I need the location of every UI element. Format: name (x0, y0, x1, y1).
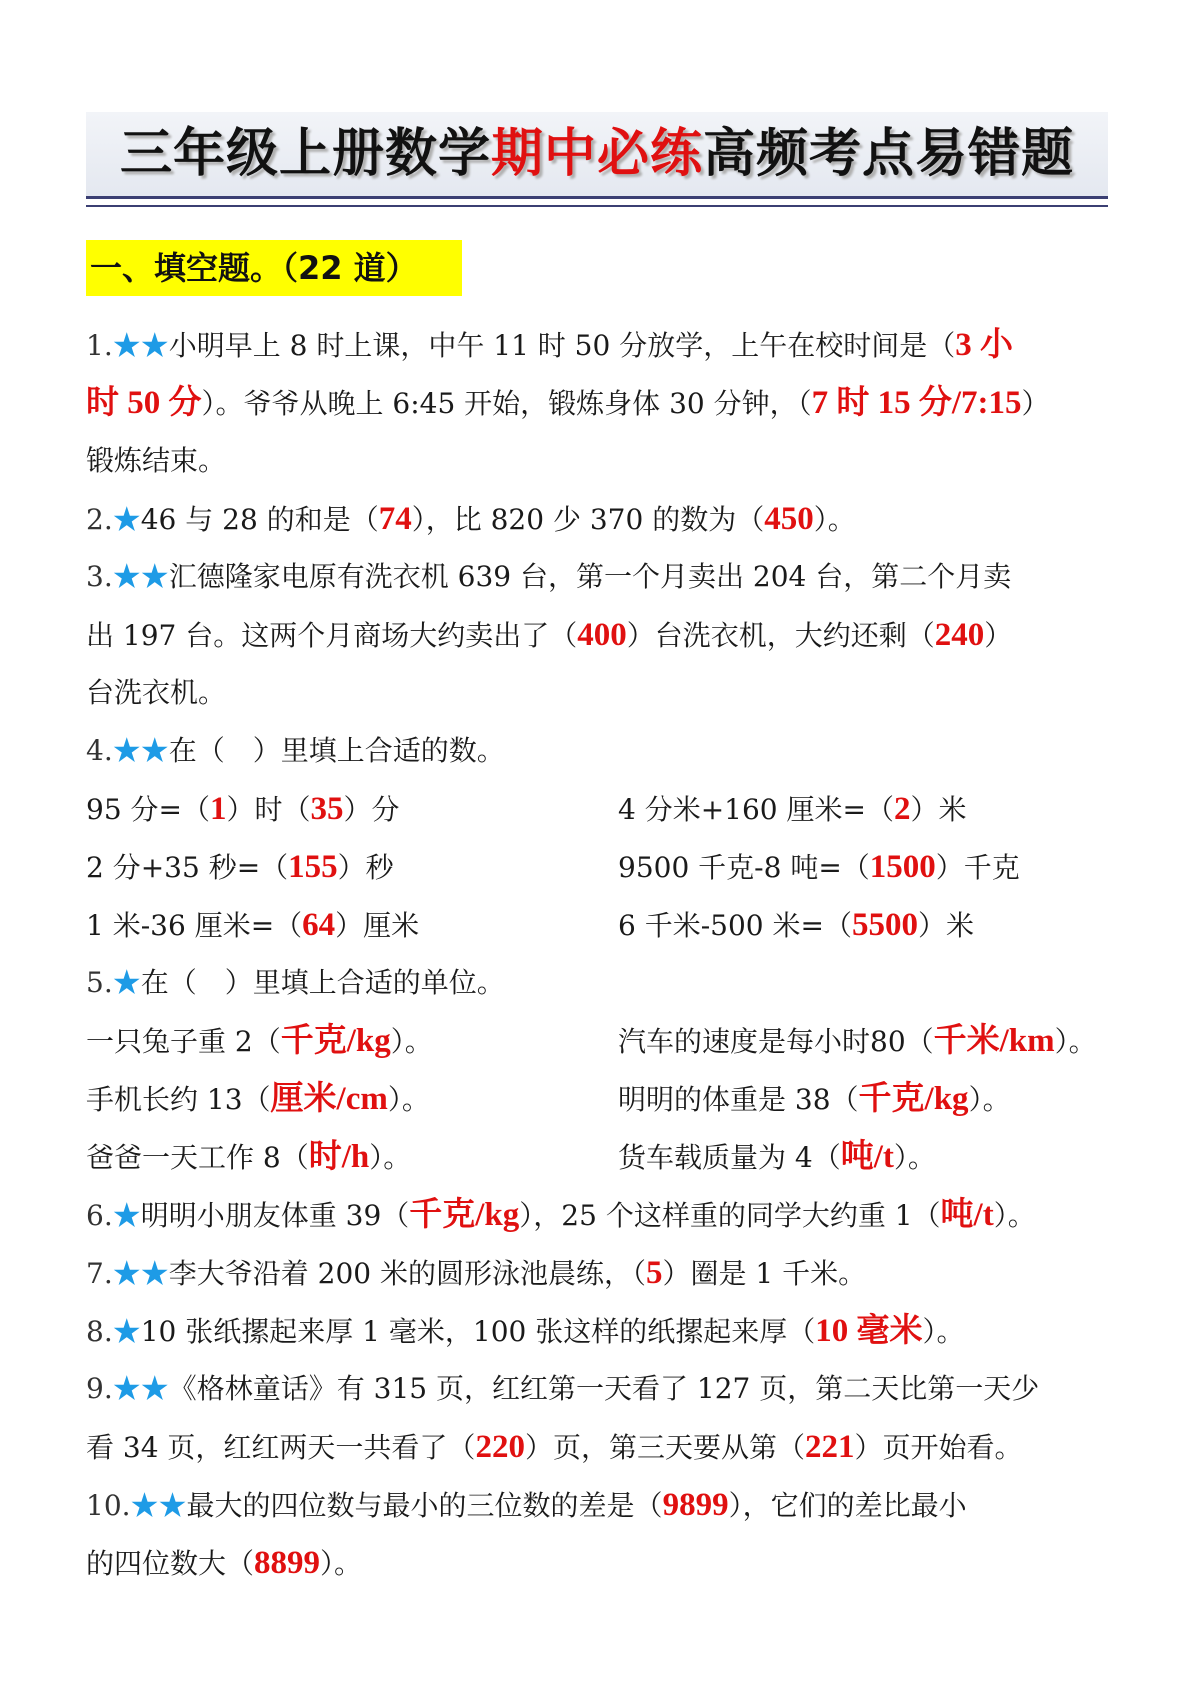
q4-row-1-left (86, 780, 618, 838)
q2-answer-2: 450 (764, 501, 814, 537)
q1-answer-1a: 3 小 (955, 327, 1013, 363)
q3-text-2: 出 197 台。这两个月商场大约卖出了（ (86, 619, 578, 652)
q7-stars: ★★ (112, 1257, 169, 1290)
q3-number: 3. (86, 560, 113, 593)
q4-r3r-answer: 5500 (851, 907, 918, 943)
q1-answer-2: 7 时 15 分/7:15 (811, 385, 1022, 421)
q5-r1r-text-1: 汽车的速度是每小时80（ (618, 1025, 934, 1058)
q5-r1l-text-2: ）。 (390, 1025, 433, 1058)
q9-answer-2: 221 (804, 1429, 855, 1465)
q5-number: 5. (86, 966, 113, 999)
q4-r2r-text-2: ）千克 (935, 851, 1020, 884)
q3-text-1: 汇德隆家电原有洗衣机 639 台，第一个月卖出 204 台，第二个月卖 (168, 560, 1012, 593)
q4-row-1 (86, 780, 1110, 838)
q5-r1l-answer: 千克/kg (280, 1023, 391, 1059)
q5-r2l-answer: 厘米/cm (270, 1081, 388, 1117)
q3-line-3 (86, 664, 1110, 722)
q8-answer: 10 毫米 (815, 1313, 923, 1349)
q8-text-2: ）。 (922, 1315, 965, 1348)
q4-r1l-text-3: ）分 (343, 793, 400, 826)
q3-answer-1: 400 (577, 617, 627, 653)
q4-r2l-text-2: ）秒 (337, 851, 394, 884)
title-banner (86, 112, 1108, 199)
q10-text-2: ），它们的差比最小 (728, 1489, 967, 1522)
q2-text-2: ），比 820 少 370 的数为（ (411, 503, 765, 536)
q9-text-2: 看 34 页，红红两天一共看了（ (86, 1431, 476, 1464)
q5-r1l-text-1: 一只兔子重 2（ (86, 1025, 281, 1058)
q2-text-3: ）。 (813, 503, 856, 536)
q8-line (86, 1302, 1110, 1360)
q1-text-3: ） (1021, 387, 1050, 420)
q2-answer-1: 74 (378, 501, 412, 537)
question-list (86, 316, 1110, 1592)
q8-number: 8. (86, 1315, 113, 1348)
q10-text-3: 的四位数大（ (86, 1547, 255, 1580)
q3-text-5: 台洗衣机。 (86, 676, 227, 709)
q4-r2l-text-1: 2 分+35 秒=（ (86, 851, 289, 884)
q3-line-1 (86, 548, 1110, 606)
q7-number: 7. (86, 1257, 113, 1290)
q5-row-2-left (86, 1070, 618, 1128)
q1-number: 1. (86, 329, 113, 362)
title-part-2: 高频考点易错题 (703, 124, 1075, 184)
q4-r2r-answer: 1500 (869, 849, 936, 885)
q4-r1l-text-2: ）时（ (226, 793, 311, 826)
q1-text-2: ）。爷爷从晚上 6:45 开始，锻炼身体 30 分钟，（ (201, 387, 812, 420)
q5-r3l-text-1: 爸爸一天工作 8（ (86, 1141, 309, 1174)
q3-text-4: ） (984, 619, 1013, 652)
q1-answer-1b: 时 50 分 (86, 385, 202, 421)
q4-row-2-left (86, 838, 618, 896)
q6-text-2: ），25 个这样重的同学大约重 1（ (519, 1199, 941, 1232)
q4-r3l-text-1: 1 米-36 厘米=（ (86, 909, 303, 942)
q4-intro: 在（ ）里填上合适的数。 (168, 734, 505, 767)
q4-row-3 (86, 896, 1110, 954)
q7-text-1: 李大爷沿着 200 米的圆形泳池晨练，（ (168, 1257, 646, 1290)
q7-answer: 5 (645, 1255, 663, 1291)
q5-r3r-text-2: ）。 (893, 1141, 936, 1174)
q5-r3l-answer: 时/h (308, 1139, 370, 1175)
q4-row-1-right (618, 780, 1110, 838)
q9-number: 9. (86, 1372, 113, 1405)
q3-text-3: ）台洗衣机，大约还剩（ (626, 619, 935, 652)
q4-r2r-text-1: 9500 千克-8 吨=（ (618, 851, 870, 884)
q4-r3l-answer: 64 (302, 907, 336, 943)
q1-line-1 (86, 316, 1110, 374)
q6-number: 6. (86, 1199, 113, 1232)
q9-text-1: 《格林童话》有 315 页，红红第一天看了 127 页，第二天比第一天少 (168, 1372, 1040, 1405)
q5-r1r-answer: 千米/km (933, 1023, 1055, 1059)
q4-r1r-answer: 2 (893, 791, 911, 827)
q1-text-1: 小明早上 8 时上课，中午 11 时 50 分放学，上午在校时间是（ (168, 329, 956, 362)
q9-answer-1: 220 (475, 1429, 525, 1465)
q4-number: 4. (86, 734, 113, 767)
q5-row-1-left (86, 1012, 618, 1070)
q5-row-3 (86, 1128, 1110, 1186)
q6-stars: ★ (112, 1199, 141, 1232)
q5-row-3-right (618, 1128, 1110, 1186)
q5-r2r-text-2: ）。 (968, 1083, 1011, 1116)
q10-stars: ★★ (130, 1489, 187, 1522)
q5-r2r-answer: 千克/kg (858, 1081, 969, 1117)
q6-answer-1: 千克/kg (409, 1197, 520, 1233)
q4-r3l-text-2: ）厘米 (335, 909, 420, 942)
q4-r2l-answer: 155 (288, 849, 338, 885)
q4-row-3-left (86, 896, 618, 954)
q2-text-1: 46 与 28 的和是（ (140, 503, 379, 536)
q5-row-3-left (86, 1128, 618, 1186)
q4-r1r-text-2: ）米 (910, 793, 967, 826)
q4-row-2-right (618, 838, 1110, 896)
q9-text-4: ）页开始看。 (854, 1431, 1023, 1464)
q6-line (86, 1186, 1110, 1244)
q4-row-3-right (618, 896, 1110, 954)
q6-answer-2: 吨/t (940, 1197, 994, 1233)
q5-r2l-text-2: ）。 (387, 1083, 430, 1116)
q10-answer-1: 9899 (662, 1487, 729, 1523)
q2-number: 2. (86, 503, 113, 536)
q5-r2l-text-1: 手机长约 13（ (86, 1083, 271, 1116)
q5-intro: 在（ ）里填上合适的单位。 (140, 966, 505, 999)
q1-line-3 (86, 432, 1110, 490)
q5-row-1 (86, 1012, 1110, 1070)
q9-text-3: ）页，第三天要从第（ (524, 1431, 805, 1464)
title-part-1: 三年级上册数学 (119, 124, 491, 184)
q4-r3r-text-1: 6 千米-500 米=（ (618, 909, 852, 942)
q5-intro-line (86, 954, 1110, 1012)
q9-stars: ★★ (112, 1372, 169, 1405)
q6-text-1: 明明小朋友体重 39（ (140, 1199, 410, 1232)
q5-r1r-text-2: ）。 (1054, 1025, 1097, 1058)
q5-r3r-answer: 吨/t (840, 1139, 894, 1175)
q4-row-2 (86, 838, 1110, 896)
q9-line-1 (86, 1360, 1110, 1418)
q5-r3l-text-2: ）。 (369, 1141, 412, 1174)
q4-r1l-text-1: 95 分=（ (86, 793, 210, 826)
q4-r3r-text-2: ）米 (917, 909, 974, 942)
q2-stars: ★ (112, 503, 141, 536)
q1-line-2 (86, 374, 1110, 432)
q7-line (86, 1244, 1110, 1302)
q1-stars: ★★ (112, 329, 169, 362)
q3-answer-2: 240 (934, 617, 985, 653)
section-heading: 一、填空题。（22 道） (86, 240, 462, 296)
q10-line-2 (86, 1534, 1110, 1592)
title-highlight: 期中必练 (490, 124, 703, 184)
q1-text-4: 锻炼结束。 (86, 444, 227, 477)
q5-row-1-right (618, 1012, 1110, 1070)
q10-text-1: 最大的四位数与最小的三位数的差是（ (186, 1489, 663, 1522)
q4-r1l-answer-1: 1 (210, 791, 227, 827)
q2-line (86, 490, 1110, 548)
q10-answer-2: 8899 (254, 1545, 321, 1581)
q6-text-3: ）。 (993, 1199, 1036, 1232)
q3-stars: ★★ (112, 560, 169, 593)
q10-line-1 (86, 1476, 1110, 1534)
q8-stars: ★ (112, 1315, 141, 1348)
q4-intro-line (86, 722, 1110, 780)
q4-r1r-text-1: 4 分米+160 厘米=（ (618, 793, 894, 826)
q5-r2r-text-1: 明明的体重是 38（ (618, 1083, 859, 1116)
q4-stars: ★★ (112, 734, 169, 767)
q5-r3r-text-1: 货车载质量为 4（ (618, 1141, 841, 1174)
q5-row-2-right (618, 1070, 1110, 1128)
q7-text-2: ）圈是 1 千米。 (662, 1257, 867, 1290)
q10-text-4: ）。 (320, 1547, 363, 1580)
q4-r1l-answer-2: 35 (310, 791, 344, 827)
q5-row-2 (86, 1070, 1110, 1128)
q5-stars: ★ (112, 966, 141, 999)
page-title (120, 122, 1074, 186)
q10-number: 10. (86, 1489, 131, 1522)
q9-line-2 (86, 1418, 1110, 1476)
q3-line-2 (86, 606, 1110, 664)
q8-text-1: 10 张纸摞起来厚 1 毫米，100 张这样的纸摞起来厚（ (140, 1315, 816, 1348)
